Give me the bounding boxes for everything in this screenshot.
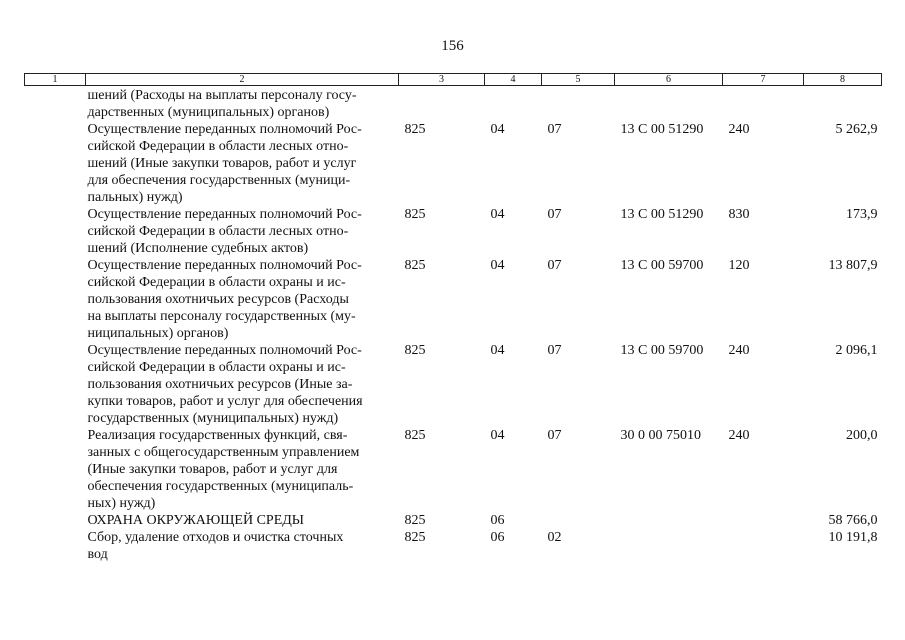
column-number-2: 2	[86, 74, 399, 86]
cell-text-line: сийской Федерации в области охраны и ис-	[87, 275, 346, 290]
ministry-code-cell	[399, 342, 485, 427]
cell-text-line: ных) нужд)	[87, 496, 156, 511]
cell-text-line: шений (Иные закупки товаров, работ и услуг	[87, 156, 357, 171]
cell-text-line: 13 С 00 51290	[620, 122, 704, 137]
page-number: 156	[441, 38, 464, 54]
target-article-cell	[615, 206, 723, 257]
table-header	[25, 74, 882, 86]
cell-text-line: 07	[547, 207, 562, 222]
cell-text-line: ОХРАНА ОКРУЖАЮЩЕЙ СРЕДЫ	[87, 513, 305, 528]
cell-text-line: Осуществление переданных полномочий Рос-	[87, 122, 362, 137]
cell-text-line: 173,9	[846, 207, 878, 222]
index-cell	[25, 529, 86, 563]
cell-text-line: 07	[547, 343, 562, 358]
cell-text-line: 825	[404, 258, 426, 273]
amount-cell	[804, 86, 882, 122]
index-cell	[25, 257, 86, 342]
table-row	[25, 529, 882, 563]
amount-cell	[804, 257, 882, 342]
subsection-code-cell	[542, 121, 615, 206]
section-code-cell	[485, 427, 542, 512]
cell-text-line: 830	[728, 207, 750, 222]
section-code-cell	[485, 512, 542, 529]
column-number-7: 7	[723, 74, 804, 86]
subsection-code-cell	[542, 342, 615, 427]
expense-type-cell	[723, 529, 804, 563]
ministry-code-cell	[399, 427, 485, 512]
cell-text-line: 825	[404, 428, 426, 443]
cell-text-line: 825	[404, 122, 426, 137]
index-cell	[25, 86, 86, 122]
index-cell	[25, 206, 86, 257]
cell-text-line: 04	[490, 122, 505, 137]
column-number-5: 5	[542, 74, 615, 86]
cell-text-line: 04	[490, 343, 505, 358]
column-number-1: 1	[25, 74, 86, 86]
cell-text-line: пользования охотничьих ресурсов (Расходы	[87, 292, 349, 307]
amount-cell	[804, 427, 882, 512]
name-cell	[86, 206, 399, 257]
cell-text-line: Реализация государственных функций, свя-	[87, 428, 348, 443]
cell-text-line: государственных (муниципальных) нужд)	[87, 411, 339, 426]
cell-text-line: 06	[490, 513, 505, 528]
cell-text-line: 825	[404, 530, 426, 545]
index-cell	[25, 342, 86, 427]
table-row	[25, 121, 882, 206]
cell-text-line: 07	[547, 258, 562, 273]
target-article-cell	[615, 512, 723, 529]
cell-text-line: шений (Расходы на выплаты персоналу госу-	[87, 88, 357, 103]
cell-text-line: Осуществление переданных полномочий Рос-	[87, 343, 362, 358]
section-code-cell	[485, 529, 542, 563]
index-cell	[25, 512, 86, 529]
subsection-code-cell	[542, 86, 615, 122]
subsection-code-cell	[542, 427, 615, 512]
column-number-6: 6	[615, 74, 723, 86]
target-article-cell	[615, 427, 723, 512]
cell-text-line: пальных) нужд)	[87, 190, 183, 205]
section-code-cell	[485, 342, 542, 427]
amount-cell	[804, 512, 882, 529]
expense-type-cell	[723, 342, 804, 427]
target-article-cell	[615, 121, 723, 206]
cell-text-line: 825	[404, 513, 426, 528]
cell-text-line: сийской Федерации в области лесных отно-	[87, 224, 349, 239]
cell-text-line: 30 0 00 75010	[620, 428, 701, 443]
ministry-code-cell	[399, 257, 485, 342]
cell-text-line: на выплаты персоналу государственных (му-	[87, 309, 356, 324]
cell-text-line: вод	[87, 547, 108, 562]
ministry-code-cell	[399, 86, 485, 122]
cell-text-line: Осуществление переданных полномочий Рос-	[87, 258, 362, 273]
cell-text-line: (Иные закупки товаров, работ и услуг для	[87, 462, 338, 477]
name-cell	[86, 86, 399, 122]
target-article-cell	[615, 257, 723, 342]
column-number-3: 3	[399, 74, 485, 86]
subsection-code-cell	[542, 512, 615, 529]
table-row	[25, 257, 882, 342]
cell-text-line: 02	[547, 530, 562, 545]
index-cell	[25, 121, 86, 206]
cell-text-line: 07	[547, 122, 562, 137]
table-row	[25, 427, 882, 512]
name-cell	[86, 427, 399, 512]
expense-type-cell	[723, 512, 804, 529]
budget-table	[24, 73, 882, 563]
column-number-8: 8	[804, 74, 882, 86]
amount-cell	[804, 206, 882, 257]
cell-text-line: 2 096,1	[835, 343, 878, 358]
cell-text-line: 04	[490, 207, 505, 222]
amount-cell	[804, 342, 882, 427]
cell-text-line: 5 262,9	[835, 122, 878, 137]
table-row	[25, 342, 882, 427]
cell-text-line: 10 191,8	[828, 530, 878, 545]
cell-text-line: 13 С 00 59700	[620, 258, 704, 273]
cell-text-line: 13 С 00 51290	[620, 207, 704, 222]
cell-text-line: 240	[728, 122, 750, 137]
amount-cell	[804, 121, 882, 206]
subsection-code-cell	[542, 529, 615, 563]
table-row	[25, 206, 882, 257]
section-code-cell	[485, 121, 542, 206]
target-article-cell	[615, 342, 723, 427]
cell-text-line: 07	[547, 428, 562, 443]
ministry-code-cell	[399, 121, 485, 206]
cell-text-line: 58 766,0	[828, 513, 878, 528]
cell-text-line: сийской Федерации в области охраны и ис-	[87, 360, 346, 375]
table-row	[25, 512, 882, 529]
cell-text-line: 120	[728, 258, 750, 273]
name-cell	[86, 512, 399, 529]
table-row	[25, 86, 882, 122]
expense-type-cell	[723, 86, 804, 122]
cell-text-line: для обеспечения государственных (муници-	[87, 173, 351, 188]
expense-type-cell	[723, 206, 804, 257]
name-cell	[86, 121, 399, 206]
ministry-code-cell	[399, 529, 485, 563]
target-article-cell	[615, 529, 723, 563]
cell-text-line: 04	[490, 258, 505, 273]
cell-text-line: Осуществление переданных полномочий Рос-	[87, 207, 362, 222]
section-code-cell	[485, 86, 542, 122]
name-cell	[86, 257, 399, 342]
subsection-code-cell	[542, 257, 615, 342]
name-cell	[86, 529, 399, 563]
target-article-cell	[615, 86, 723, 122]
cell-text-line: пользования охотничьих ресурсов (Иные за-	[87, 377, 353, 392]
expense-type-cell	[723, 257, 804, 342]
column-number-row	[25, 74, 882, 86]
amount-cell	[804, 529, 882, 563]
cell-text-line: 240	[728, 343, 750, 358]
cell-text-line: ниципальных) органов)	[87, 326, 229, 341]
cell-text-line: обеспечения государственных (муниципаль-	[87, 479, 354, 494]
cell-text-line: сийской Федерации в области лесных отно-	[87, 139, 349, 154]
table-body	[25, 86, 882, 564]
cell-text-line: 13 807,9	[828, 258, 878, 273]
cell-text-line: 04	[490, 428, 505, 443]
section-code-cell	[485, 206, 542, 257]
cell-text-line: 825	[404, 207, 426, 222]
cell-text-line: 06	[490, 530, 505, 545]
column-number-4: 4	[485, 74, 542, 86]
subsection-code-cell	[542, 206, 615, 257]
cell-text-line: 240	[728, 428, 750, 443]
cell-text-line: занных с общегосударственным управлением	[87, 445, 360, 460]
cell-text-line: Сбор, удаление отходов и очистка сточных	[87, 530, 344, 545]
cell-text-line: 825	[404, 343, 426, 358]
expense-type-cell	[723, 121, 804, 206]
expense-type-cell	[723, 427, 804, 512]
name-cell	[86, 342, 399, 427]
cell-text-line: 200,0	[846, 428, 878, 443]
cell-text-line: 13 С 00 59700	[620, 343, 704, 358]
cell-text-line: дарственных (муниципальных) органов)	[87, 105, 330, 120]
cell-text-line: купки товаров, работ и услуг для обеспечения	[87, 394, 363, 409]
index-cell	[25, 427, 86, 512]
ministry-code-cell	[399, 512, 485, 529]
ministry-code-cell	[399, 206, 485, 257]
section-code-cell	[485, 257, 542, 342]
cell-text-line: шений (Исполнение судебных актов)	[87, 241, 309, 256]
